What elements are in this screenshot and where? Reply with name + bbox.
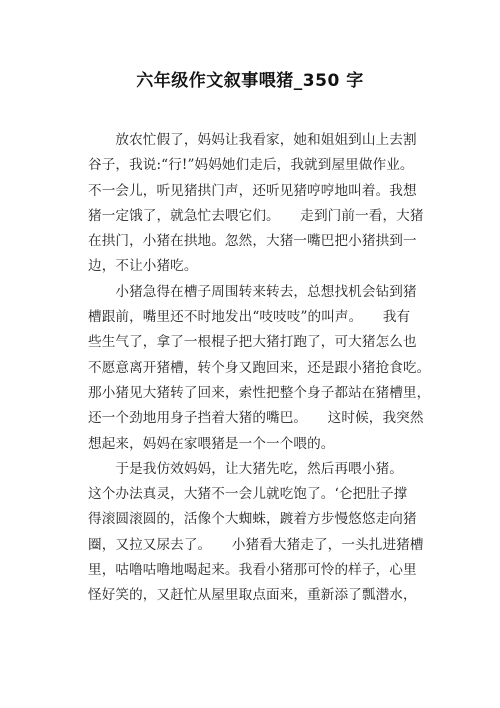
text-line: 放农忙假了，妈妈让我看家，她和姐姐到山上去割 xyxy=(88,132,417,148)
text-line: 槽跟前，嘴里还不时地发出“吱吱吱”的叫声。 我有 xyxy=(88,309,411,326)
text-line: 得滚圆滚圆的，活像个大蜘蛛，踱着方步慢悠悠走向猪 xyxy=(88,511,417,528)
text-line: 猪一定饿了，就急忙去喂它们。 走到门前一看，大猪 xyxy=(88,207,424,224)
text-line: 这个办法真灵，大猪不一会儿就吃饱了。‘仑把肚子撑 xyxy=(88,486,408,503)
text-line: 不一会儿，听见猪拱门声，还听见猪哼哼地叫着。我想 xyxy=(88,182,417,199)
text-line: 不愿意离开猪槽，转个身又跑回来，还是跟小猪抢食吃。 xyxy=(88,359,431,376)
text-line: 在拱门，小猪在拱地。忽然，大猪一嘴巴把小猪拱到一 xyxy=(88,233,417,250)
text-line: 小猪急得在槽子周围转来转去，总想找机会钻到猪 xyxy=(88,283,417,300)
text-line: 谷子，我说:“行!”妈妈她们走后，我就到屋里做作业。 xyxy=(88,157,414,174)
text-line: 于是我仿效妈妈，让大猪先吃，然后再喂小猪。 xyxy=(88,460,403,477)
text-line: 些生气了，拿了一根棍子把大猪打跑了，可大猪怎么也 xyxy=(88,334,417,351)
text-line: 圈，又拉又尿去了。 小猪看大猪走了，一头扎进猪槽 xyxy=(88,536,424,553)
page-title: 六年级作文叙事喂猪_350 字 xyxy=(136,71,364,91)
article-body xyxy=(88,128,438,609)
text-line: 那小猪见大猪转了回来，索性把整个身子都站在猪槽里， xyxy=(88,384,431,401)
text-line: 想起来，妈妈在家喂猪是一个一个喂的。 xyxy=(88,435,335,452)
text-line: 怪好笑的，又赶忙从屋里取点面来，重新添了瓢潜水， xyxy=(88,587,417,604)
text-line: 里，咕噜咕噜地喝起来。我看小猪那可怜的样子，心里 xyxy=(88,562,417,579)
text-line: 还一个劲地用身子挡着大猪的嘴巴。 这时候，我突然 xyxy=(88,410,424,427)
text-line: 边，不让小猪吃。 xyxy=(88,258,198,275)
